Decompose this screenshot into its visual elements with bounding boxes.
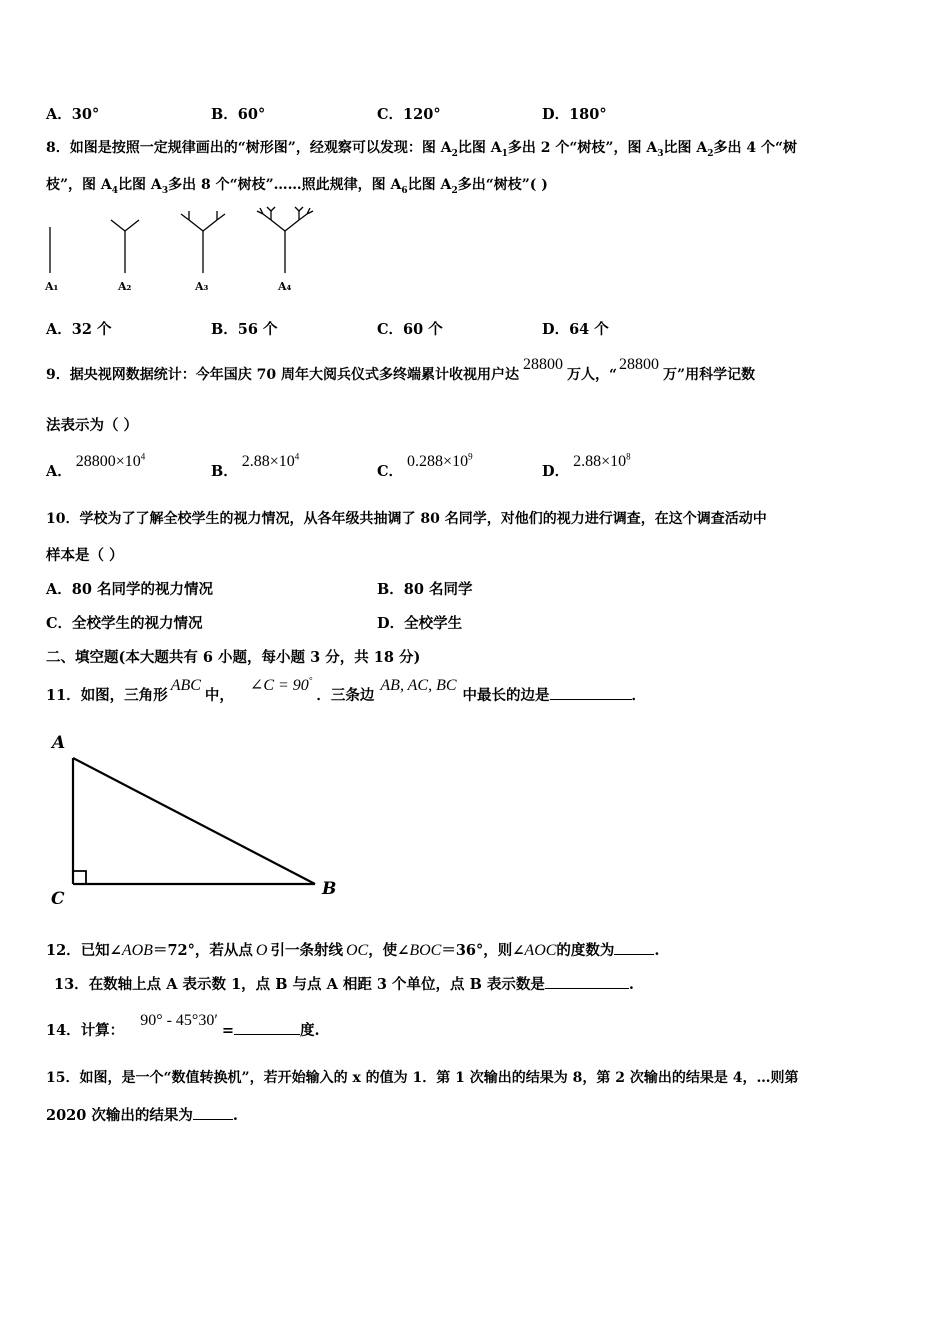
q8-option-d[interactable]: D．64 个	[542, 321, 609, 338]
q10-option-a[interactable]: A．80 名同学的视力情况	[46, 581, 213, 598]
q9-option-b[interactable]: B．$2.88\times 10^4$	[211, 451, 300, 480]
q13-answer-blank[interactable]	[545, 987, 629, 989]
q10-option-d[interactable]: D．全校学生	[377, 615, 463, 632]
q10-option-c[interactable]: C．全校学生的视力情况	[46, 615, 203, 632]
q8-option-b[interactable]: B．56 个	[211, 321, 278, 338]
q13-line: 13．在数轴上点 A 表示数 1，点 B 与点 A 相距 3 个单位，点 B 表示数是 .	[54, 976, 634, 993]
q8-line1: 8．如图是按照一定规律画出的“树形图”，经观察可以发现：图 $A_2$比图 $A_1$多出 2 个“树枝”，图 $A_3$比图 $A_2$多出 4 个“树	[46, 140, 798, 159]
q12-answer-blank[interactable]	[614, 953, 654, 955]
q7-option-a[interactable]: A．30°	[46, 106, 100, 123]
tree-a4	[257, 207, 313, 273]
q9-option-a[interactable]: A．$28800\times 10^4$	[46, 451, 146, 480]
tree-label-a3: A₃	[195, 280, 209, 293]
tree-a3	[181, 211, 225, 273]
q9-option-d[interactable]: D．$2.88\times 10^8$	[542, 451, 631, 480]
triangle-figure	[40, 728, 350, 910]
tree-label-a4: A₄	[278, 280, 292, 293]
q10-line1: 10．学校为了了解全校学生的视力情况，从各年级共抽调了 80 名同学，对他们的视力进行调查，在这个调查活动中	[46, 511, 767, 527]
tree-label-a2: A₂	[118, 280, 132, 293]
side-ab	[73, 758, 315, 884]
q11-line: 11．如图，三角形ABC中，∠C = 90°．三条边AB, AC, BC中最长的边是 ．	[46, 675, 647, 704]
tree-label-a1: A₁	[45, 280, 59, 293]
q8-option-a[interactable]: A．32 个	[46, 321, 112, 338]
q7-option-b[interactable]: B．60°	[211, 106, 266, 123]
q10-line2: 样本是（ ）	[46, 547, 124, 564]
q7-option-d[interactable]: D．180°	[542, 106, 607, 123]
q15-line1: 15．如图，是一个“数值转换机”，若开始输入的 x 的值为 1．第 1 次输出的结果为 8，第 2 次输出的结果是 4，…则第	[46, 1070, 799, 1086]
q9-line2: 法表示为（ ）	[46, 417, 139, 434]
tree-a2	[111, 220, 139, 273]
q7-option-c[interactable]: C．120°	[377, 106, 441, 123]
q8-line2: 枝”，图 $A_4$比图 $A_3$多出 8 个“树枝”……照此规律，图 $A_6$比图 $A_2$多出“树枝”( )	[46, 177, 548, 196]
q14-answer-blank[interactable]	[234, 1033, 300, 1035]
q9-option-c[interactable]: C．$0.288\times 10^9$	[377, 451, 473, 480]
right-angle-mark	[73, 871, 86, 884]
vertex-label-b: B	[322, 879, 337, 899]
q10-option-b[interactable]: B．80 名同学	[377, 581, 473, 598]
q15-answer-blank[interactable]	[193, 1118, 233, 1120]
vertex-label-a: A	[52, 733, 66, 753]
vertex-label-c: C	[51, 889, 65, 909]
q9-line1: 9．据央视网数据统计：今年国庆 70 周年大阅兵仪式多终端累计收视用户达28800万人，“28800万”用科学记数	[46, 356, 756, 383]
q12-line: 12．已知∠AOB＝72°，若从点 O 引一条射线 OC，使∠BOC＝36°，则∠AOC的度数为 .	[46, 942, 660, 959]
section-heading: 二、填空题(本大题共有 6 小题，每小题 3 分，共 18 分)	[46, 649, 421, 666]
q15-line2: 2020 次输出的结果为 .	[46, 1107, 238, 1124]
q8-option-c[interactable]: C．60 个	[377, 321, 443, 338]
tree-figure	[40, 205, 340, 297]
q14-line: 14．计算：90° - 45°30′= 度.	[46, 1012, 320, 1039]
q11-answer-blank[interactable]	[550, 698, 632, 700]
